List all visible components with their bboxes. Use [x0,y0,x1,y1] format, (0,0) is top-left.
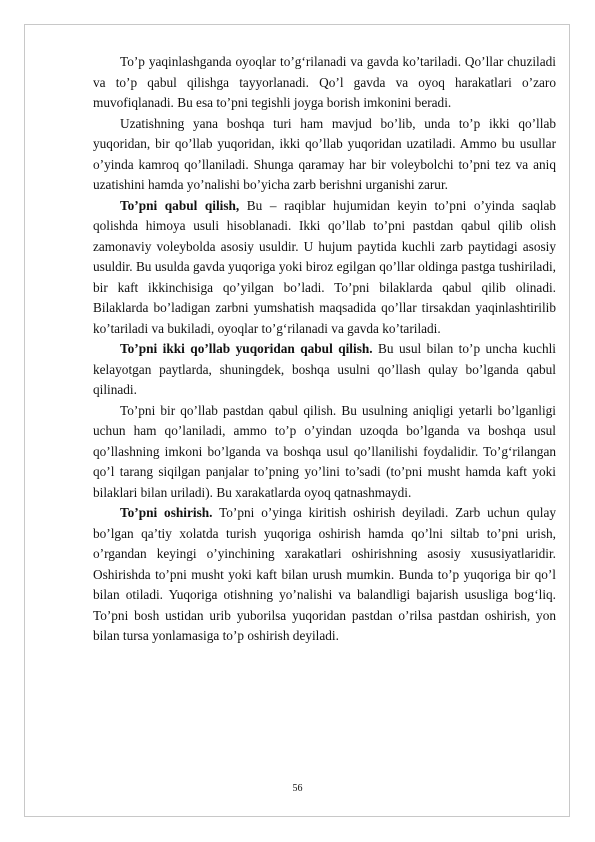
body-text [93,52,556,647]
paragraph-1 [93,52,556,114]
paragraph-2 [93,114,556,196]
paragraph-3-text: Bu – raqiblar hujumidan keyin to’pni o’yinda saqlab qolishda himoya usuli hisoblanadi. Ikki qo’llab to’pni pastdan qabul qilib olish zamonaviy voleybolda asosiy usuldir. U hujum paytida kuchli zarb paytidagi asosiy usuldir. Bu usulda gavda yuqoriga yoki biroz egilgan qo’llar oldinga pastga tushiriladi, bir kaft ikkinchisiga qo’yilgan bo’ladi. To’pni bilaklarda qabul qilib olinadi. Bilaklarda bo’ladigan zarbni yumshatish maqsadida qo’llar tirsakdan yaqinlashtirilib ko’tariladi va bukiladi, oyoqlar to’g‘rilanadi va gavda ko’tariladi. [93,197,556,336]
paragraph-5 [93,401,556,504]
paragraph-6-bold: To’pni oshirish. [120,505,213,520]
paragraph-3 [93,196,556,340]
paragraph-6-text: To’pni o’yinga kiritish oshirish deyiladi. Zarb uchun qulay bo’lgan qa’tiy xolatda turish yuqoriga oshirish hamda qo’lni siltab to’pni urish, o’rgandan keyingi o’yinchining xarakatlari oshirishning asosiy xususiyatlaridir. Oshirishda to’pni musht yoki kaft bilan urush mumkin. Bunda to’p yuqoriga bir qo’l bilan otiladi. Yuqoriga otishning yo’nalishi va balandligi bajarish ususliga bog‘liq. To’pni bosh ustidan urib yuborilsa yuqoridan pastdan o’rilsa pastdan oshirish, yon bilan tursa yonlamasiga to’p oshirish deyiladi. [93,505,556,643]
paragraph-5-text: To’pni bir qo’llab pastdan qabul qilish. Bu usulning aniqligi yetarli bo’lganligi uchun ham qo’laniladi, ammo to’p o’yindan uzoqda bo’lganda va boshqa usul qo’llashning imkoni bo’lganda va boshqa usul qo’llanilishi foydalidir. To’g‘rilangan qo’l tarang siqilgan panjalar to’pning yo’lini to’sadi (to’pni musht hamda kaft yoki bilaklari bilan uriladi). Bu xarakatlarda oyoq qatnashmaydi. [93,402,556,500]
paragraph-1-text: To’p yaqinlashganda oyoqlar to’g‘rilanadi va gavda ko’tariladi. Qo’llar chuziladi va to’p qabul qilishga tayyorlanadi. Qo’l gavda va oyoq harakatlari o’zaro muvofiqlanadi. Bu esa to’pni tegishli joyga borish imkonini beradi. [93,54,556,110]
paragraph-4-bold: To’pni ikki qo’llab yuqoridan qabul qilish. [120,341,373,356]
paragraph-6 [93,503,556,647]
paragraph-4 [93,339,556,401]
paragraph-3-bold: To’pni qabul qilish, [120,197,240,213]
page-number: 56 [292,783,303,794]
paragraph-2-text: Uzatishning yana boshqa turi ham mavjud bo’lib, unda to’p ikki qo’llab yuqoridan, bir qo’llab yuqoridan, ikki qo’llab yuqoridan uzatiladi. Ammo bu usullar o’yinda kamroq qo’llaniladi. Shunga qaramay har bir voleybolchi to’pni tez va aniq uzatishini hamda yo’nalishi bo’yicha zarb berishni urganishi zarur. [93,115,556,192]
paragraph-4-text: Bu usul bilan to’p uncha kuchli kelayotgan paytlarda, shuningdek, boshqa usulni qo’llash qulay bo’lganda qabul qilinadi. [93,341,556,397]
